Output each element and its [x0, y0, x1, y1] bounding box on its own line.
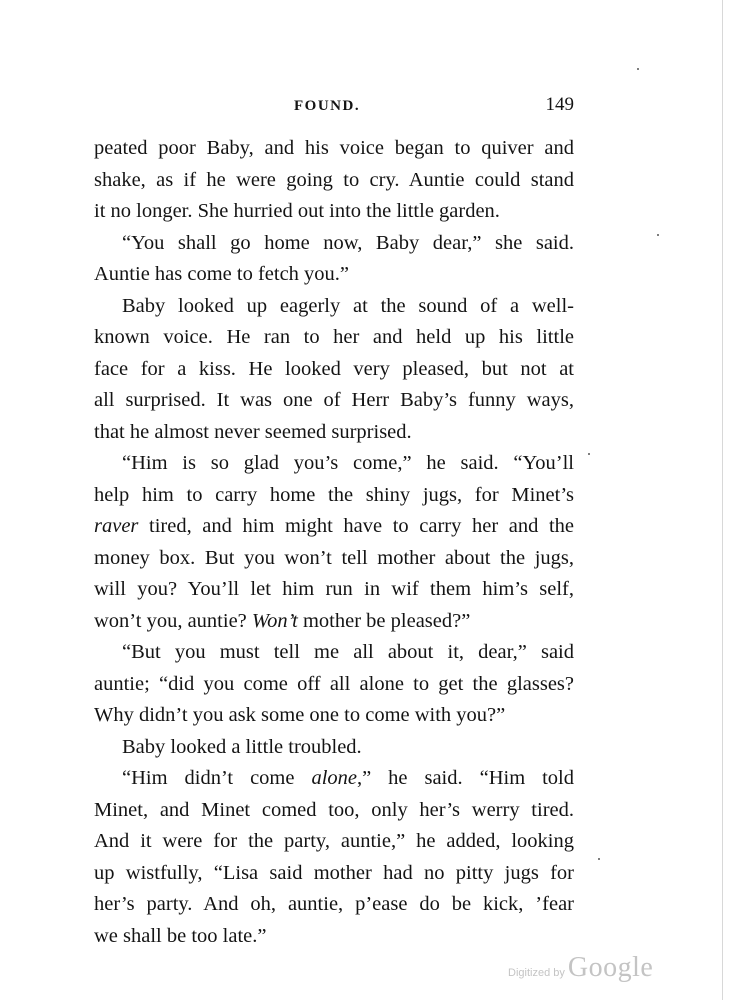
scan-speck — [588, 453, 590, 455]
text-line: will you? You’ll let him run in wif them him’s self, — [94, 578, 574, 600]
google-logo: Google — [567, 952, 654, 983]
text-line: help him to carry home the shiny jugs, for Minet’s — [94, 483, 574, 506]
page-number: 149 — [545, 94, 574, 115]
text-line: up wistfully, “Lisa said mother had no pitty jugs for — [94, 861, 574, 884]
text-run: won’t you, auntie? — [94, 609, 252, 632]
text-line: face for a kiss. He looked very pleased, but not at — [94, 357, 574, 380]
text-line: all surprised. It was one of Herr Baby’s funny ways, — [94, 389, 574, 411]
text-line: it no longer. She hurried out into the little garden. — [94, 200, 500, 222]
text-run: mother be pleased?” — [297, 609, 471, 632]
text-line: her’s party. And oh, auntie, p’ease do be kick, ’fear — [94, 893, 574, 915]
text-run: “Him didn’t come — [122, 767, 312, 789]
text-line: we shall be too late.” — [94, 924, 267, 947]
digitized-watermark — [508, 952, 653, 992]
text-line — [94, 511, 574, 543]
scan-edge-line — [722, 0, 723, 1000]
text-line: peated poor Baby, and his voice began to quiver and — [94, 137, 574, 159]
chapter-title: FOUND. — [294, 98, 361, 114]
text-line: “But you must tell me all about it, dear,” said — [122, 641, 574, 663]
text-line: “Him is so glad you’s come,” he said. “You’ll — [122, 452, 574, 474]
text-line: Baby looked a little troubled. — [122, 735, 362, 758]
text-line: “You shall go home now, Baby dear,” she said. — [122, 231, 574, 254]
italic-word: Won’t — [251, 609, 298, 632]
text-line: shake, as if he were going to cry. Auntie could stand — [94, 168, 574, 191]
text-run: ,” he said. “Him told — [356, 767, 574, 789]
text-line: money box. But you won’t tell mother about the jugs, — [94, 546, 574, 569]
watermark-prefix: Digitized by — [508, 967, 565, 979]
text-line: auntie; “did you come off all alone to get the glasses? — [94, 672, 574, 695]
text-line: known voice. He ran to her and held up his little — [94, 326, 574, 348]
scan-speck — [657, 234, 659, 236]
scan-speck — [598, 858, 600, 860]
running-head — [94, 94, 574, 124]
text-line: And it were for the party, auntie,” he added, looking — [94, 830, 574, 852]
text-line: that he almost never seemed surprised. — [94, 420, 412, 443]
text-line: Baby looked up eagerly at the sound of a well- — [122, 294, 574, 317]
text-line: Auntie has come to fetch you.” — [94, 263, 350, 285]
text-line — [94, 606, 574, 638]
italic-word: alone — [311, 767, 357, 789]
text-line: Minet, and Minet comed too, only her’s werry tired. — [94, 798, 574, 821]
scan-speck — [637, 68, 639, 70]
text-line — [94, 763, 574, 795]
text-line: Why didn’t you ask some one to come with you?” — [94, 704, 506, 726]
italic-word: raver — [94, 515, 139, 537]
body-text — [94, 133, 574, 952]
text-run: tired, and him might have to carry her and the — [138, 515, 574, 537]
